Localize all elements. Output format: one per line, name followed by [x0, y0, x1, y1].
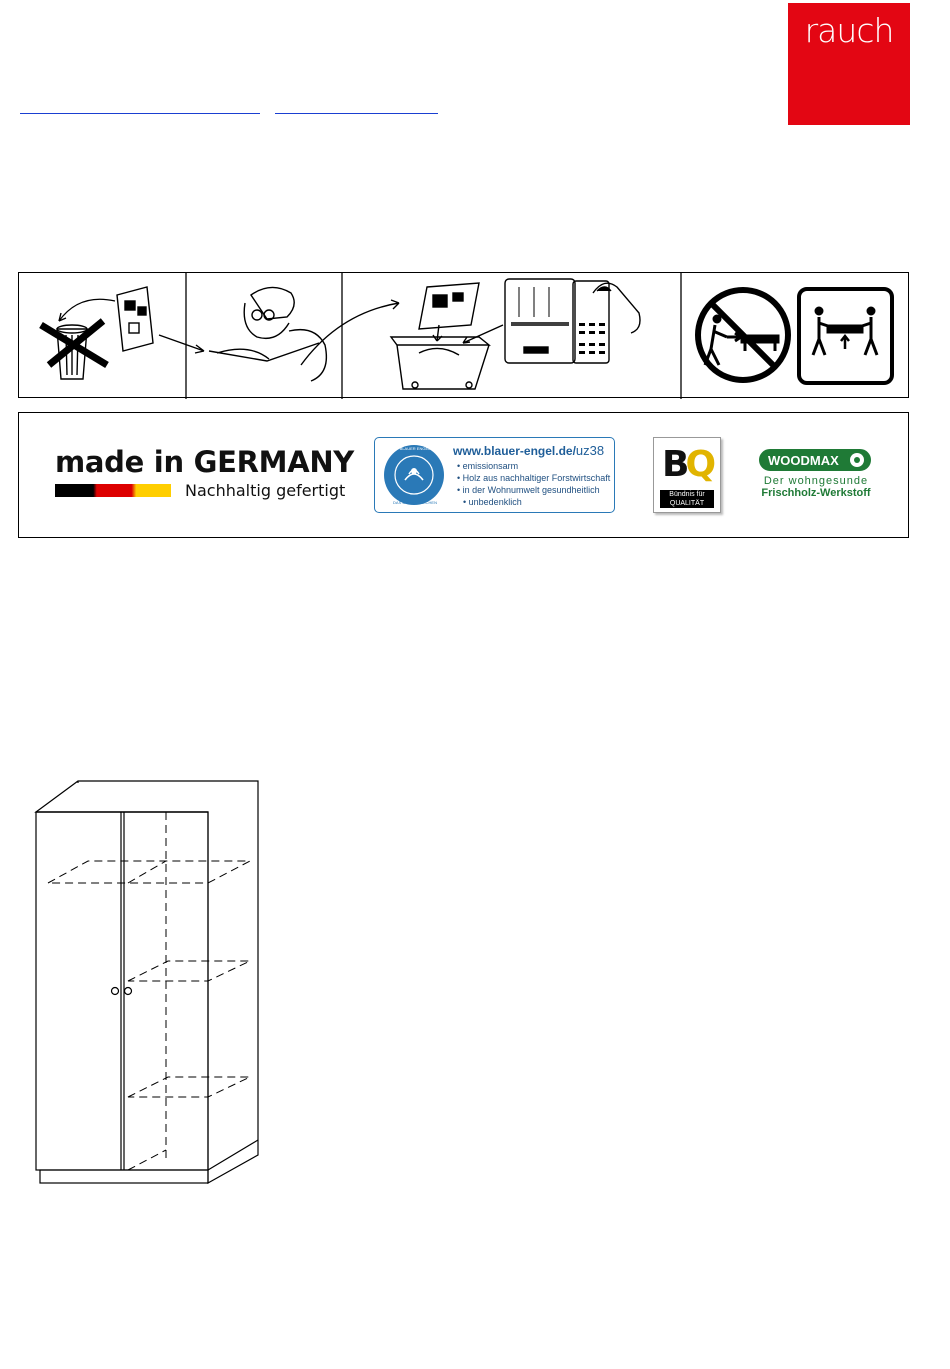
- list-item: • emissionsarm: [457, 460, 610, 472]
- bq-caption-line2: QUALITÄT: [669, 500, 705, 507]
- bq-caption-line1: Bündnis für: [669, 491, 705, 498]
- blauer-engel-seal-icon: [383, 444, 445, 506]
- lift-carry-icon: [799, 289, 892, 383]
- link-underline-1[interactable]: [20, 113, 260, 114]
- wardrobe-two-door-icon: [30, 775, 270, 1191]
- woodmax-logo: [759, 449, 871, 471]
- woodmax-label: WOODMAX: [768, 453, 839, 468]
- read-manual-icon: [159, 287, 399, 381]
- woodmax-badge: [759, 449, 873, 499]
- seal-text-top: BLAUER ENGEL: [399, 446, 431, 451]
- blauer-engel-url[interactable]: [453, 443, 604, 458]
- woodmax-dot-icon: [850, 453, 864, 467]
- list-item: • in der Wohnumwelt gesundheitlich: [457, 484, 610, 496]
- blauer-engel-url-main: www.blauer-engel.de/: [453, 444, 576, 458]
- german-flag-gradient-icon: [55, 484, 171, 497]
- list-item: • unbedenklich: [457, 496, 610, 508]
- bq-letter-b: B: [662, 444, 686, 485]
- bq-letter-q: Q: [685, 444, 713, 485]
- no-push-icon: [698, 290, 788, 380]
- list-item: • Holz aus nachhaltiger Forstwirtschaft: [457, 472, 610, 484]
- blauer-engel-badge: [374, 437, 615, 513]
- keep-manual-icon: [391, 279, 640, 389]
- bq-letters: [662, 444, 712, 485]
- instruction-pictogram-strip: [18, 272, 909, 398]
- bq-quality-badge: [653, 437, 721, 513]
- made-in-germany-title: made in GERMANY: [55, 445, 355, 479]
- certification-strip: [18, 412, 909, 538]
- blauer-engel-url-suffix: uz38: [575, 443, 605, 458]
- woodmax-line1: Der wohngesunde: [763, 475, 869, 487]
- rauch-logo-text: rauch: [804, 11, 894, 50]
- rauch-logo: [788, 3, 910, 125]
- made-in-germany-subtitle: Nachhaltig gefertigt: [185, 481, 346, 500]
- no-trash-icon: [41, 287, 153, 379]
- woodmax-line2: Frischholz-Werkstoff: [761, 487, 871, 499]
- link-underline-2[interactable]: [275, 113, 438, 114]
- bq-caption: [660, 490, 714, 508]
- instruction-pictograms: [19, 273, 910, 399]
- blauer-engel-criteria: [457, 460, 610, 508]
- seal-text-bottom: DAS UMWELTZEICHEN: [393, 500, 437, 505]
